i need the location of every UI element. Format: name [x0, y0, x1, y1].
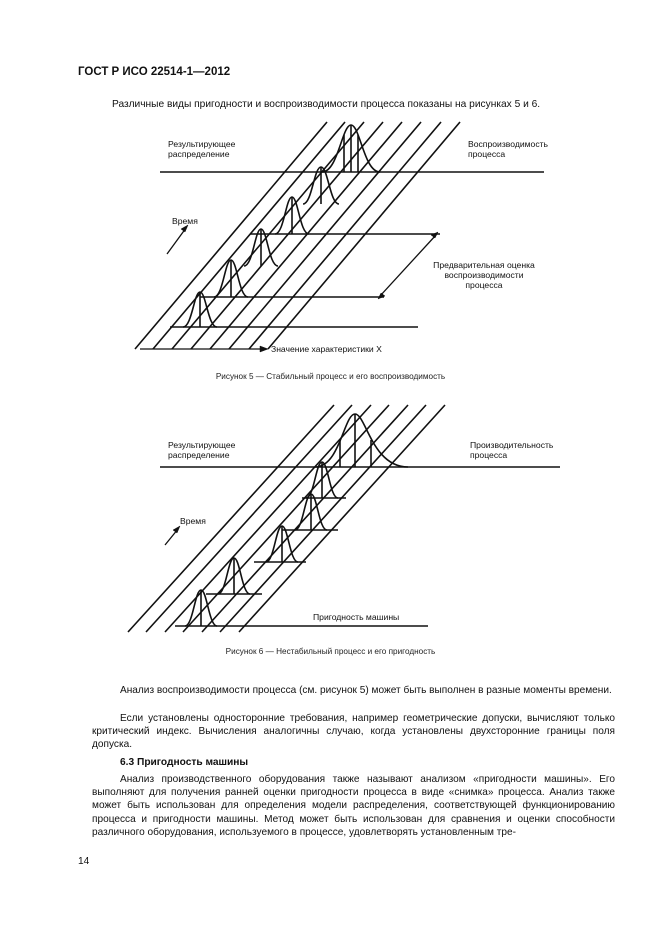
paragraph-2	[92, 712, 615, 752]
label-preliminary-estimate: Предварительная оценка воспроизводимости процесса	[433, 260, 535, 290]
page-number: 14	[78, 856, 90, 867]
label-machine-capability: Пригодность машины	[313, 612, 400, 622]
figure-6-caption: Рисунок 6 — Нестабильный процесс и его пригодность	[225, 647, 436, 656]
paragraph-2-text: Если установлены односторонние требования, например геометрические допуски, вычисляют только критический индекс. Вычисления аналогичны случаю, когда установлены двухсторонние границы поля допуска.	[92, 713, 615, 751]
label-reproducibility: Воспроизводимость процесса	[468, 139, 549, 159]
intro-paragraph: Различные виды пригодности и воспроизводимости процесса показаны на рисунках 5 и 6.	[112, 99, 541, 110]
label-x-axis: Значение характеристики X	[271, 344, 382, 354]
label-time: Время	[172, 216, 198, 226]
document-header: ГОСТ Р ИСО 22514-1—2012	[78, 66, 231, 78]
label-performance: Производительность процесса	[470, 440, 554, 460]
label-result-distribution: Результирующее распределение	[168, 440, 236, 460]
label-result-distribution: Результирующее распределение	[168, 139, 236, 159]
paragraph-1-text: Анализ воспроизводимости процесса (см. рисунок 5) может быть выполнен в разные моменты времени.	[120, 685, 612, 696]
paragraph-3	[92, 773, 615, 839]
section-title: 6.3 Пригодность машины	[120, 757, 249, 768]
label-time: Время	[180, 516, 206, 526]
diagonal-line	[220, 405, 426, 632]
paragraph-3-text: Анализ производственного оборудования также называют анализом «пригодности машины». Его выполняют для получения ранней оценки пригодности процесса в виде «снимка» процесса. Анализ также может быть использован для определения модели распределения, соответствующей функционированию процесса и пригодности машины. Метод может быть использован для сравнения и оценки способности различного оборудования, используемого в процессе, удовлетворять установленным тре-	[92, 774, 615, 838]
diagonal-line	[239, 405, 445, 632]
paragraph-1	[92, 684, 615, 697]
figure-5-caption: Рисунок 5 — Стабильный процесс и его воспроизводимость	[215, 372, 446, 381]
